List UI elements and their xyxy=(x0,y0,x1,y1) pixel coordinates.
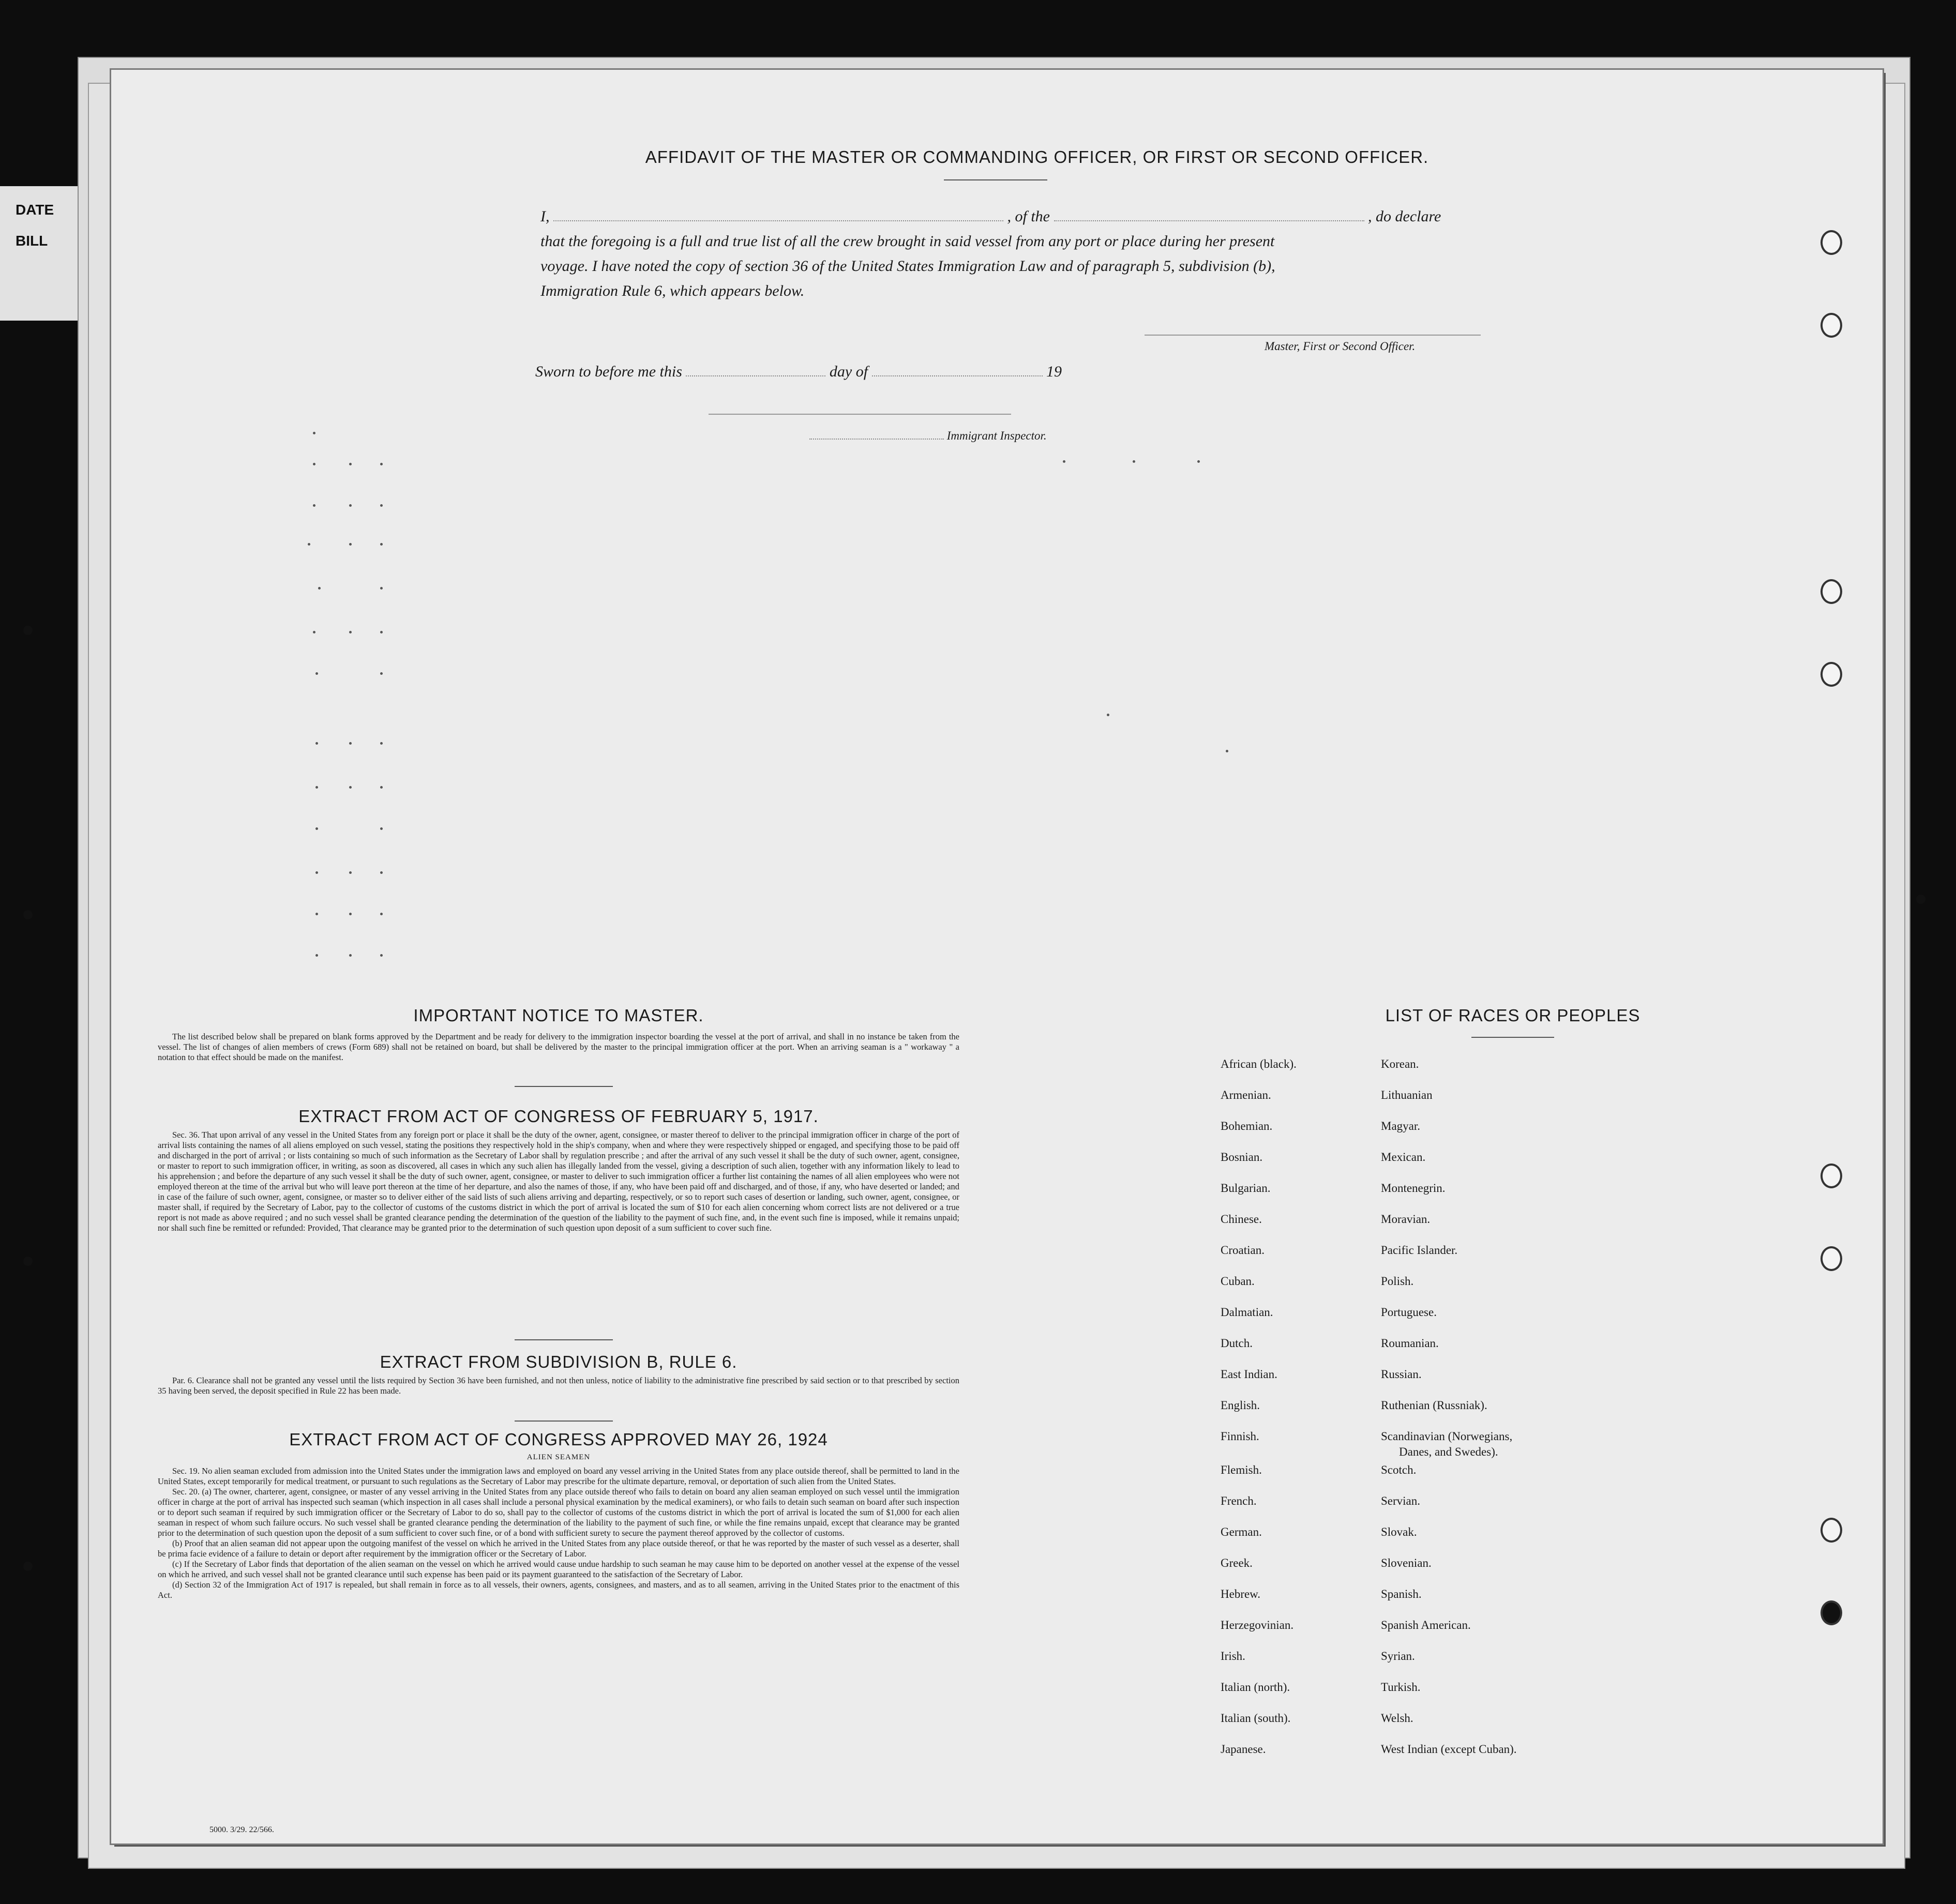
extract-1924-paragraph: (b) Proof that an alien seaman did not appear upon the outgoing manifest of the vessel on which he arrived in the United States from any place outside thereof, or that he was reported by the master of such vessel as a deserter, shall be prima facie evidence of a failure to detain or deport after requirement by the immigration officer or the Secretary of Labor. xyxy=(158,1538,959,1559)
race-item: Russian. xyxy=(1381,1368,1422,1381)
binder-hole-icon xyxy=(1820,313,1842,338)
race-item: Slovak. xyxy=(1381,1525,1417,1538)
binder-hole-icon xyxy=(1820,1246,1842,1271)
race-item-continuation: Danes, and Swedes). xyxy=(1399,1445,1498,1458)
race-item: Bulgarian. xyxy=(1221,1182,1271,1195)
extract-1917-title: EXTRACT FROM ACT OF CONGRESS OF FEBRUARY 5, 1917. xyxy=(298,1107,819,1126)
race-item: Dalmatian. xyxy=(1221,1306,1273,1319)
race-item: Finnish. xyxy=(1221,1430,1259,1443)
edge-label-date: DATE xyxy=(16,202,54,218)
binder-hole-icon xyxy=(1820,1163,1842,1188)
extract-1924-subtitle: ALIEN SEAMEN xyxy=(526,1453,591,1461)
extract-1917-paragraph: Sec. 36. That upon arrival of any vessel in the United States from any foreign port or place it shall be the duty of the owner, agent, consignee, or master thereof to deliver to the principal immigration officer in charge of the port of arrival lists containing the names of all aliens employed on such vessel, stating the positions they respectively hold in the ship's company, when and where they were respectively shipped or engaged, and specifying those to be paid off and discharged in the port of arrival ; or lists containing so much of such information as the Secretary of Labor shall by regulation prescribe ; and after the arrival of any such vessel it shall be the duty of such owner, agent, consignee, or master to report to such immigration officer, in writing, as soon as discovered, all cases in which any such alien has illegally landed from the vessel, giving a description of such alien, together with any information likely to lead to his apprehension ; and before the departure of any such vessel it shall be the duty of such owner, agent, consignee, or master to deliver to such immigration officer a further list containing the names of all alien employees who were not employed thereon at the time of the arrival but who will leave port thereon at the time of her departure, and also the names of those, if any, who have been paid off and discharged, and of those, if any, who have deserted or landed; and in case of the failure of such owner, agent, consignee, or master so to deliver either of the said lists of such aliens arriving and departing, respectively, or so to report such cases of desertion or landing, such owner, agent, consignee, or master shall, if required by the Secretary of Labor, pay to the collector of customs of the customs district in which the port of arrival is located the sum of $10 for each alien concerning whom correct lists are not delivered or a true report is not made as above required ; and no such vessel shall be granted clearance pending the determination of the question of the liability to the payment of such fine, and, in the event such fine is imposed, while it remains unpaid; nor shall such fine be remitted or refunded: Provided, That clearance may be granted prior to the determination of such question upon deposit of a sum sufficient to cover such fine. xyxy=(158,1130,959,1233)
edge-hole-icon xyxy=(23,1562,33,1571)
extract-1924-paragraph: Sec. 20. (a) The owner, charterer, agent, consignee, or master of any vessel arriving in the United States from any place outside thereof who fails to detain on board any alien seaman employed on such vessel until the immigration officer in charge at the port of arrival has inspected such seaman (which inspection in all cases shall include a personal physical examination by the medical examiners), or who fails to detain such seaman on board after such inspection or to deport such seaman if required by such immigration officer or the Secretary of Labor to do so, shall pay to the collector of customs of the customs district in which the port of arrival is located the sum of $1,000 for each alien seaman in respect of whom such failure occurs. No such vessel shall be granted clearance pending the determination of the liability to the payment of such fine, or while the fine remains unpaid, except that clearance may be granted prior to the determination of such question upon the deposit of a sum sufficient to cover such fine, or of a bond with sufficient surety to secure the payment thereof approved by the collector of customs. xyxy=(158,1487,959,1538)
race-item: Portuguese. xyxy=(1381,1306,1437,1319)
race-item: English. xyxy=(1221,1399,1260,1412)
inspector-signature-field[interactable] xyxy=(809,439,944,440)
race-item: Hebrew. xyxy=(1221,1588,1261,1600)
declaration-line-4: Immigration Rule 6, which appears below. xyxy=(540,282,805,299)
race-item: African (black). xyxy=(1221,1057,1297,1070)
race-item: Lithuanian xyxy=(1381,1089,1433,1101)
declarant-i: I, xyxy=(540,208,550,225)
do-declare-label: , do declare xyxy=(1368,208,1441,225)
race-item: Dutch. xyxy=(1221,1337,1253,1350)
race-item: Bohemian. xyxy=(1221,1120,1273,1132)
race-item: Slovenian. xyxy=(1381,1557,1432,1569)
extract-1924-title: EXTRACT FROM ACT OF CONGRESS APPROVED MAY 26, 1924 xyxy=(289,1430,828,1449)
extract-rule6-rule xyxy=(515,1421,613,1422)
race-item: Servian. xyxy=(1381,1494,1421,1507)
race-item: Armenian. xyxy=(1221,1089,1271,1101)
declarant-name-field[interactable] xyxy=(553,220,1003,221)
race-item: Herzegovinian. xyxy=(1221,1619,1294,1631)
form-code: 5000. 3/29. 22/566. xyxy=(209,1825,274,1834)
day-of-label: day of xyxy=(829,363,868,380)
race-item: Italian (north). xyxy=(1221,1681,1290,1694)
race-item: Cuban. xyxy=(1221,1275,1255,1288)
binder-hole-icon xyxy=(1820,662,1842,687)
master-caption: Master, First or Second Officer. xyxy=(1265,340,1416,353)
notice-paragraph: The list described below shall be prepared on blank forms approved by the Department and be ready for delivery to the immigration inspector boarding the vessel at the port of arrival, and shall in no instance be taken from the vessel. The list of changes of alien members of crews (Form 689) shall not be retained on board, but shall be delivered by the master to the principal immigration officer at the port. When an arriving seaman is a " workaway " a notation to that effect should be made on the manifest. xyxy=(158,1032,959,1062)
edge-hole-icon xyxy=(23,1257,33,1266)
race-item: Spanish American. xyxy=(1381,1619,1471,1631)
declaration-line-2: that the foregoing is a full and true list of all the crew brought in said vessel from any port or place during her present xyxy=(540,233,1275,250)
extract-rule6-title: EXTRACT FROM SUBDIVISION B, RULE 6. xyxy=(380,1352,738,1371)
binder-hole-icon xyxy=(1820,579,1842,604)
race-item: Croatian. xyxy=(1221,1244,1265,1257)
race-item: Magyar. xyxy=(1381,1120,1421,1132)
race-item: Pacific Islander. xyxy=(1381,1244,1458,1257)
sworn-line xyxy=(535,359,1259,384)
binder-hole-icon xyxy=(1820,230,1842,255)
race-item: Irish. xyxy=(1221,1650,1245,1663)
master-signature-line[interactable] xyxy=(1145,335,1481,336)
race-item: West Indian (except Cuban). xyxy=(1381,1743,1517,1756)
inspector-signature-rule xyxy=(709,414,1011,415)
race-item: Greek. xyxy=(1221,1557,1253,1569)
race-item: Japanese. xyxy=(1221,1743,1266,1756)
race-item: Roumanian. xyxy=(1381,1337,1439,1350)
notice-rule xyxy=(515,1086,613,1087)
race-item: Scotch. xyxy=(1381,1463,1417,1476)
affidavit-page xyxy=(111,70,1883,1843)
binder-hole-icon xyxy=(1820,1518,1842,1543)
races-rule xyxy=(1471,1037,1554,1038)
vessel-name-field[interactable] xyxy=(1054,220,1364,221)
race-item: Mexican. xyxy=(1381,1151,1426,1163)
declaration-block xyxy=(540,204,1637,304)
race-item: German. xyxy=(1221,1525,1262,1538)
race-item: Syrian. xyxy=(1381,1650,1415,1663)
race-item: Welsh. xyxy=(1381,1712,1413,1725)
extract-1924-paragraph: Sec. 19. No alien seaman excluded from admission into the United States under the immigration laws and employed on board any vessel arriving in the United States from any place outside thereof, shall be permitted to land in the United States, except temporarily for medical treatment, or pursuant to such regulations as the Secretary of Labor may prescribe for the ultimate departure, removal, or deportation of such alien from the United States. xyxy=(158,1466,959,1486)
sworn-day-field[interactable] xyxy=(686,375,825,376)
edge-label-bill: BILL xyxy=(16,233,48,249)
race-item: Moravian. xyxy=(1381,1213,1431,1226)
race-item: Flemish. xyxy=(1221,1463,1262,1476)
title-rule xyxy=(944,179,1047,180)
extract-1924-paragraph: (d) Section 32 of the Immigration Act of 1917 is repealed, but shall remain in force as to all vessels, their owners, agents, consignees, and masters, and as to all seamen, arriving in the United States prior to the enactment of this Act. xyxy=(158,1580,959,1600)
race-item: Bosnian. xyxy=(1221,1151,1263,1163)
race-item: Chinese. xyxy=(1221,1213,1262,1226)
race-item: Korean. xyxy=(1381,1057,1419,1070)
race-item: Polish. xyxy=(1381,1275,1414,1288)
of-the-label: , of the xyxy=(1007,208,1050,225)
race-item: French. xyxy=(1221,1494,1257,1507)
declaration-line-3: voyage. I have noted the copy of section 36 of the United States Immigration Law and of paragraph 5, subdivision (b), xyxy=(540,258,1275,275)
race-item: Ruthenian (Russniak). xyxy=(1381,1399,1487,1412)
extract-1924-text xyxy=(158,1466,959,1600)
race-item: East Indian. xyxy=(1221,1368,1277,1381)
year-label: 19 xyxy=(1046,363,1062,380)
race-item: Turkish. xyxy=(1381,1681,1421,1694)
race-item: Montenegrin. xyxy=(1381,1182,1446,1195)
extract-rule6-paragraph: Par. 6. Clearance shall not be granted any vessel until the lists required by Section 36 have been furnished, and not then unless, notice of liability to the administrative fine prescribed by said section or to that prescribed by section 35 having been served, the deposit specified in Rule 22 has been made. xyxy=(158,1376,959,1396)
notice-text xyxy=(158,1032,959,1063)
binder-hole-icon xyxy=(1820,1600,1842,1625)
extract-1924-paragraph: (c) If the Secretary of Labor finds that deportation of the alien seaman on the vessel on which he arrived would cause undue hardship to such seaman he may cause him to be deported on another vessel at the expense of the vessel on which he arrived, and such vessel shall not be granted clearance until such expense has been paid or its payment guaranteed to the satisfaction of the Secretary of Labor. xyxy=(158,1559,959,1579)
race-item: Spanish. xyxy=(1381,1588,1422,1600)
declaration-line-1 xyxy=(540,204,1637,229)
sworn-month-field[interactable] xyxy=(872,375,1043,376)
inspector-caption: Immigrant Inspector. xyxy=(946,429,1047,442)
extract-1917-rule xyxy=(515,1339,613,1340)
extract-rule6-text xyxy=(158,1376,959,1396)
race-item: Scandinavian (Norwegians, xyxy=(1381,1430,1513,1443)
notice-title: IMPORTANT NOTICE TO MASTER. xyxy=(413,1006,704,1025)
edge-hole-icon xyxy=(23,626,33,635)
edge-hole-icon xyxy=(23,910,33,919)
race-item: Italian (south). xyxy=(1221,1712,1291,1725)
edge-hole-icon xyxy=(1916,895,1925,904)
edge-label-strip xyxy=(0,186,78,321)
extract-1917-text xyxy=(158,1130,959,1233)
sworn-label: Sworn to before me this xyxy=(535,363,682,380)
inspector-signature-line[interactable] xyxy=(809,429,1099,443)
races-title: LIST OF RACES OR PEOPLES xyxy=(1385,1006,1641,1025)
affidavit-title: AFFIDAVIT OF THE MASTER OR COMMANDING OFFICER, OR FIRST OR SECOND OFFICER. xyxy=(645,147,1429,167)
